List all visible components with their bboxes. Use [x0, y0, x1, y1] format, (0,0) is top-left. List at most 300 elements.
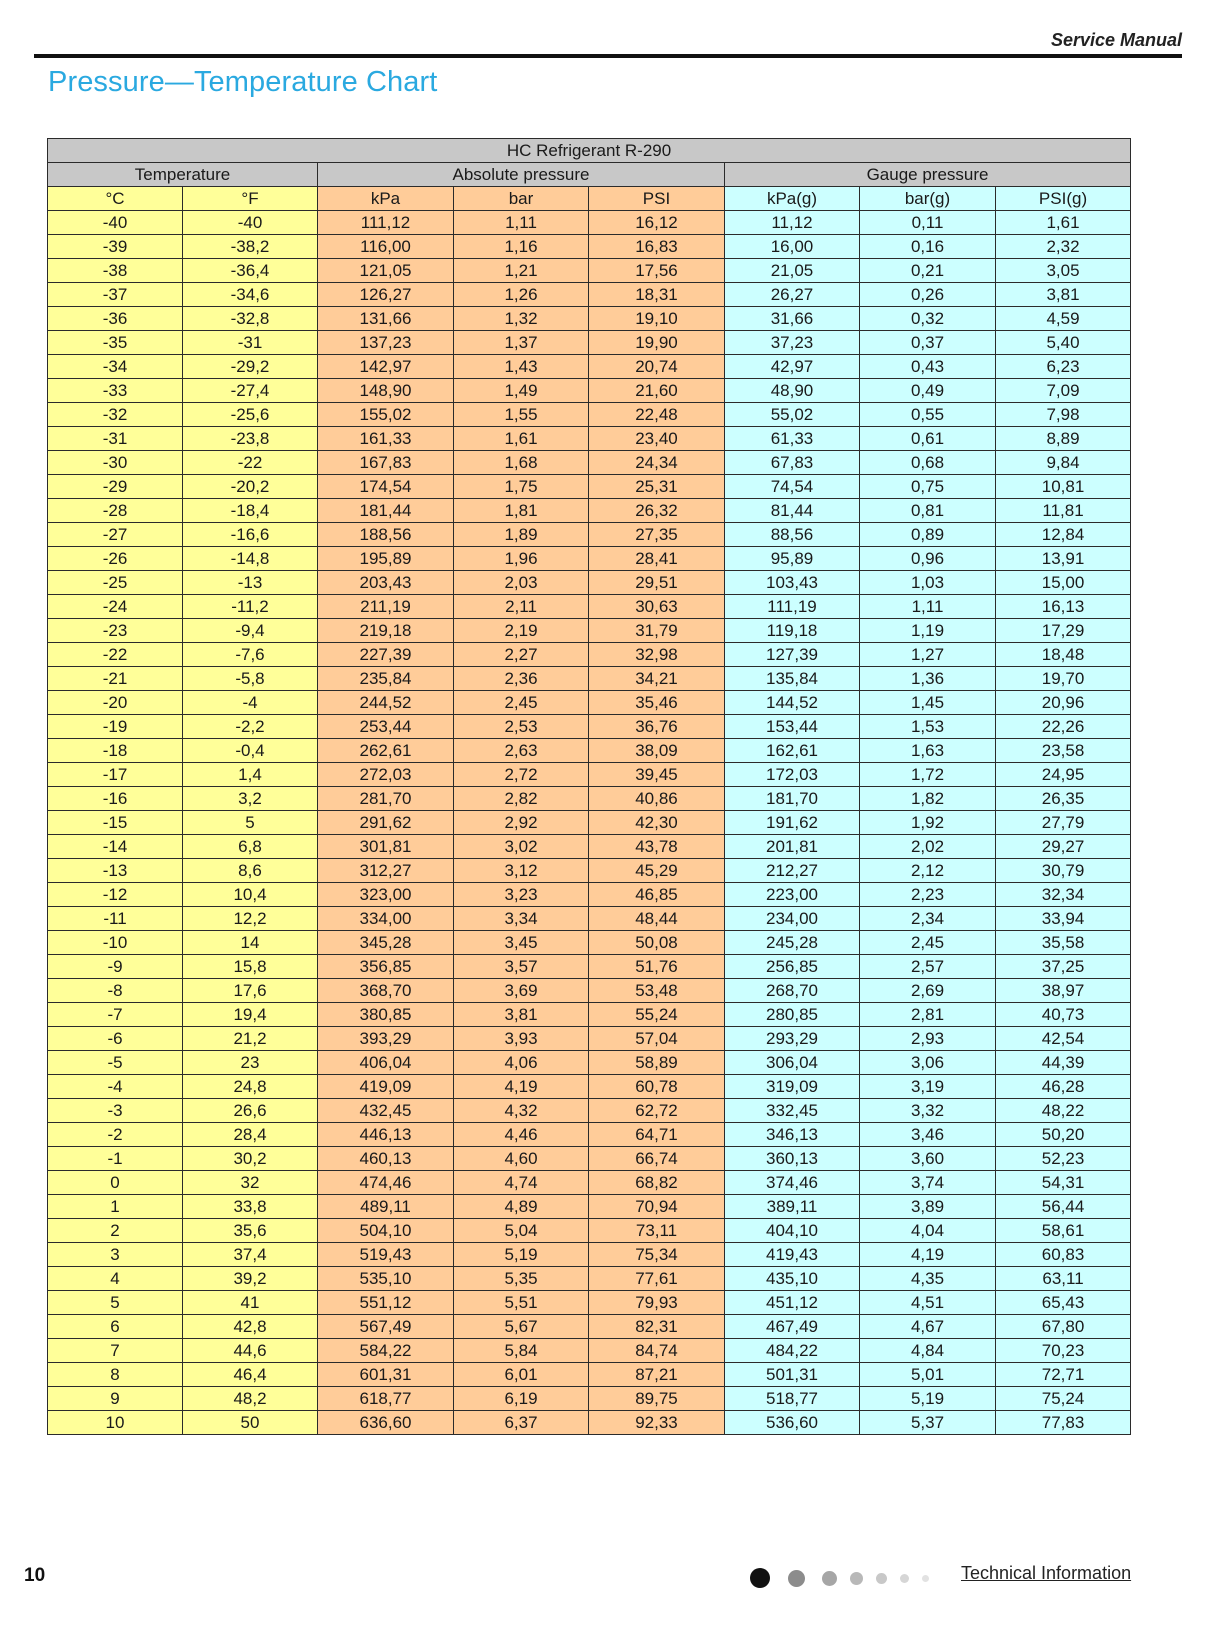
cell-psi: 87,21 [589, 1363, 725, 1387]
cell-fahrenheit: 15,8 [183, 955, 318, 979]
cell-kpa-gauge: 293,29 [725, 1027, 860, 1051]
cell-celsius: -2 [48, 1123, 183, 1147]
cell-celsius: -7 [48, 1003, 183, 1027]
column-header-kpa-gauge: kPa(g) [725, 187, 860, 211]
cell-kpa-gauge: 172,03 [725, 763, 860, 787]
cell-kpa: 345,28 [318, 931, 454, 955]
cell-fahrenheit: -13 [183, 571, 318, 595]
cell-bar-gauge: 2,34 [860, 907, 996, 931]
cell-psi-gauge: 54,31 [996, 1171, 1131, 1195]
cell-psi-gauge: 63,11 [996, 1267, 1131, 1291]
cell-psi-gauge: 5,40 [996, 331, 1131, 355]
cell-fahrenheit: -27,4 [183, 379, 318, 403]
cell-bar: 2,92 [454, 811, 589, 835]
cell-psi-gauge: 42,54 [996, 1027, 1131, 1051]
bullet-dot-icon [922, 1575, 929, 1582]
bullet-dot-icon [900, 1574, 909, 1583]
table-row [48, 475, 1131, 499]
table-row [48, 1195, 1131, 1219]
cell-kpa-gauge: 467,49 [725, 1315, 860, 1339]
cell-kpa-gauge: 144,52 [725, 691, 860, 715]
cell-kpa-gauge: 153,44 [725, 715, 860, 739]
cell-psi-gauge: 24,95 [996, 763, 1131, 787]
cell-kpa-gauge: 37,23 [725, 331, 860, 355]
cell-fahrenheit: 41 [183, 1291, 318, 1315]
table-row [48, 379, 1131, 403]
cell-bar-gauge: 4,19 [860, 1243, 996, 1267]
cell-celsius: -8 [48, 979, 183, 1003]
table-row [48, 907, 1131, 931]
cell-bar-gauge: 2,93 [860, 1027, 996, 1051]
cell-kpa: 148,90 [318, 379, 454, 403]
cell-bar-gauge: 3,46 [860, 1123, 996, 1147]
table-row [48, 1027, 1131, 1051]
cell-fahrenheit: 48,2 [183, 1387, 318, 1411]
cell-bar: 2,03 [454, 571, 589, 595]
cell-celsius: 1 [48, 1195, 183, 1219]
cell-celsius: -33 [48, 379, 183, 403]
cell-kpa: 312,27 [318, 859, 454, 883]
cell-kpa-gauge: 360,13 [725, 1147, 860, 1171]
cell-fahrenheit: -2,2 [183, 715, 318, 739]
cell-kpa-gauge: 518,77 [725, 1387, 860, 1411]
cell-kpa-gauge: 61,33 [725, 427, 860, 451]
cell-bar-gauge: 0,96 [860, 547, 996, 571]
cell-bar: 3,34 [454, 907, 589, 931]
cell-celsius: -28 [48, 499, 183, 523]
cell-fahrenheit: 17,6 [183, 979, 318, 1003]
cell-kpa: 334,00 [318, 907, 454, 931]
cell-kpa-gauge: 16,00 [725, 235, 860, 259]
cell-kpa: 181,44 [318, 499, 454, 523]
cell-fahrenheit: 42,8 [183, 1315, 318, 1339]
table-row [48, 931, 1131, 955]
cell-kpa-gauge: 26,27 [725, 283, 860, 307]
cell-psi: 20,74 [589, 355, 725, 379]
cell-bar: 5,19 [454, 1243, 589, 1267]
cell-psi: 22,48 [589, 403, 725, 427]
page-title: Pressure—Temperature Chart [48, 66, 438, 98]
cell-bar: 2,53 [454, 715, 589, 739]
cell-psi: 28,41 [589, 547, 725, 571]
table-row [48, 883, 1131, 907]
cell-psi: 19,90 [589, 331, 725, 355]
table-row [48, 259, 1131, 283]
cell-bar-gauge: 1,36 [860, 667, 996, 691]
cell-bar: 1,26 [454, 283, 589, 307]
cell-kpa: 272,03 [318, 763, 454, 787]
cell-kpa-gauge: 95,89 [725, 547, 860, 571]
table-row [48, 211, 1131, 235]
cell-bar: 1,55 [454, 403, 589, 427]
column-header-psi: PSI [589, 187, 725, 211]
cell-bar-gauge: 0,89 [860, 523, 996, 547]
cell-bar-gauge: 4,35 [860, 1267, 996, 1291]
page-number: 10 [24, 1565, 46, 1586]
cell-psi: 32,98 [589, 643, 725, 667]
cell-kpa: 474,46 [318, 1171, 454, 1195]
cell-bar-gauge: 1,72 [860, 763, 996, 787]
cell-psi-gauge: 52,23 [996, 1147, 1131, 1171]
cell-bar-gauge: 1,27 [860, 643, 996, 667]
cell-bar-gauge: 1,82 [860, 787, 996, 811]
cell-psi: 58,89 [589, 1051, 725, 1075]
cell-fahrenheit: 30,2 [183, 1147, 318, 1171]
cell-psi: 17,56 [589, 259, 725, 283]
cell-psi-gauge: 26,35 [996, 787, 1131, 811]
cell-kpa-gauge: 280,85 [725, 1003, 860, 1027]
cell-kpa: 137,23 [318, 331, 454, 355]
cell-bar: 6,37 [454, 1411, 589, 1435]
cell-bar-gauge: 4,04 [860, 1219, 996, 1243]
cell-kpa-gauge: 501,31 [725, 1363, 860, 1387]
cell-celsius: -39 [48, 235, 183, 259]
cell-kpa-gauge: 256,85 [725, 955, 860, 979]
cell-kpa: 142,97 [318, 355, 454, 379]
header-divider [34, 54, 1182, 58]
cell-bar: 5,04 [454, 1219, 589, 1243]
table-row [48, 1147, 1131, 1171]
cell-kpa: 235,84 [318, 667, 454, 691]
cell-bar-gauge: 4,67 [860, 1315, 996, 1339]
cell-psi: 27,35 [589, 523, 725, 547]
cell-fahrenheit: -20,2 [183, 475, 318, 499]
cell-psi-gauge: 7,98 [996, 403, 1131, 427]
cell-celsius: 6 [48, 1315, 183, 1339]
cell-bar-gauge: 3,32 [860, 1099, 996, 1123]
cell-celsius: -9 [48, 955, 183, 979]
cell-celsius: -23 [48, 619, 183, 643]
cell-psi: 64,71 [589, 1123, 725, 1147]
cell-kpa-gauge: 389,11 [725, 1195, 860, 1219]
cell-kpa: 203,43 [318, 571, 454, 595]
cell-fahrenheit: 35,6 [183, 1219, 318, 1243]
cell-celsius: -6 [48, 1027, 183, 1051]
cell-bar: 3,69 [454, 979, 589, 1003]
cell-fahrenheit: -14,8 [183, 547, 318, 571]
cell-psi: 53,48 [589, 979, 725, 1003]
table-title: HC Refrigerant R-290 [48, 139, 1131, 163]
cell-bar-gauge: 0,16 [860, 235, 996, 259]
cell-bar-gauge: 2,57 [860, 955, 996, 979]
cell-bar-gauge: 0,37 [860, 331, 996, 355]
cell-bar-gauge: 2,69 [860, 979, 996, 1003]
cell-psi: 18,31 [589, 283, 725, 307]
cell-bar: 4,60 [454, 1147, 589, 1171]
cell-celsius: -40 [48, 211, 183, 235]
cell-psi-gauge: 11,81 [996, 499, 1131, 523]
cell-fahrenheit: 44,6 [183, 1339, 318, 1363]
cell-psi: 79,93 [589, 1291, 725, 1315]
cell-celsius: -5 [48, 1051, 183, 1075]
cell-bar-gauge: 3,19 [860, 1075, 996, 1099]
cell-bar: 1,37 [454, 331, 589, 355]
cell-psi-gauge: 44,39 [996, 1051, 1131, 1075]
cell-celsius: -38 [48, 259, 183, 283]
cell-kpa: 188,56 [318, 523, 454, 547]
cell-fahrenheit: 33,8 [183, 1195, 318, 1219]
group-header-temperature: Temperature [48, 163, 318, 187]
cell-kpa: 219,18 [318, 619, 454, 643]
cell-celsius: -34 [48, 355, 183, 379]
table-row [48, 571, 1131, 595]
cell-bar-gauge: 2,12 [860, 859, 996, 883]
cell-kpa-gauge: 135,84 [725, 667, 860, 691]
cell-bar-gauge: 1,45 [860, 691, 996, 715]
cell-psi-gauge: 33,94 [996, 907, 1131, 931]
cell-psi-gauge: 6,23 [996, 355, 1131, 379]
cell-bar: 6,01 [454, 1363, 589, 1387]
cell-celsius: -24 [48, 595, 183, 619]
cell-psi: 82,31 [589, 1315, 725, 1339]
cell-bar: 3,45 [454, 931, 589, 955]
cell-psi-gauge: 18,48 [996, 643, 1131, 667]
cell-celsius: -36 [48, 307, 183, 331]
cell-celsius: -25 [48, 571, 183, 595]
cell-fahrenheit: -7,6 [183, 643, 318, 667]
cell-celsius: 3 [48, 1243, 183, 1267]
cell-celsius: -3 [48, 1099, 183, 1123]
cell-kpa: 155,02 [318, 403, 454, 427]
bullet-dot-icon [850, 1572, 863, 1585]
cell-kpa-gauge: 119,18 [725, 619, 860, 643]
cell-psi: 70,94 [589, 1195, 725, 1219]
cell-fahrenheit: 37,4 [183, 1243, 318, 1267]
cell-fahrenheit: 12,2 [183, 907, 318, 931]
cell-kpa: 460,13 [318, 1147, 454, 1171]
cell-kpa: 601,31 [318, 1363, 454, 1387]
cell-psi: 84,74 [589, 1339, 725, 1363]
cell-psi: 26,32 [589, 499, 725, 523]
cell-bar-gauge: 4,51 [860, 1291, 996, 1315]
cell-kpa-gauge: 319,09 [725, 1075, 860, 1099]
cell-kpa: 253,44 [318, 715, 454, 739]
cell-bar: 4,46 [454, 1123, 589, 1147]
cell-fahrenheit: 5 [183, 811, 318, 835]
cell-psi-gauge: 30,79 [996, 859, 1131, 883]
technical-information-link[interactable]: Technical Information [961, 1563, 1132, 1583]
cell-kpa-gauge: 245,28 [725, 931, 860, 955]
cell-fahrenheit: -9,4 [183, 619, 318, 643]
table-row [48, 667, 1131, 691]
cell-psi: 29,51 [589, 571, 725, 595]
table-row [48, 451, 1131, 475]
cell-kpa-gauge: 201,81 [725, 835, 860, 859]
cell-celsius: -16 [48, 787, 183, 811]
cell-bar-gauge: 1,63 [860, 739, 996, 763]
table-row [48, 1003, 1131, 1027]
cell-fahrenheit: 10,4 [183, 883, 318, 907]
cell-kpa: 131,66 [318, 307, 454, 331]
table-row [48, 547, 1131, 571]
table-row [48, 1051, 1131, 1075]
cell-fahrenheit: -18,4 [183, 499, 318, 523]
table-row [48, 523, 1131, 547]
table-row [48, 763, 1131, 787]
cell-psi-gauge: 70,23 [996, 1339, 1131, 1363]
column-header-bar: bar [454, 187, 589, 211]
cell-psi-gauge: 46,28 [996, 1075, 1131, 1099]
group-header-absolute: Absolute pressure [318, 163, 725, 187]
cell-bar: 4,06 [454, 1051, 589, 1075]
cell-fahrenheit: -11,2 [183, 595, 318, 619]
cell-kpa: 489,11 [318, 1195, 454, 1219]
cell-bar-gauge: 0,61 [860, 427, 996, 451]
cell-psi: 77,61 [589, 1267, 725, 1291]
cell-bar-gauge: 1,03 [860, 571, 996, 595]
table-row [48, 1339, 1131, 1363]
cell-fahrenheit: -4 [183, 691, 318, 715]
cell-psi-gauge: 15,00 [996, 571, 1131, 595]
cell-psi-gauge: 38,97 [996, 979, 1131, 1003]
cell-kpa: 195,89 [318, 547, 454, 571]
cell-psi: 92,33 [589, 1411, 725, 1435]
cell-kpa-gauge: 48,90 [725, 379, 860, 403]
cell-psi: 46,85 [589, 883, 725, 907]
table-body [48, 211, 1131, 1435]
decorative-dots [750, 1566, 950, 1590]
cell-bar: 2,11 [454, 595, 589, 619]
cell-bar-gauge: 0,26 [860, 283, 996, 307]
cell-kpa: 567,49 [318, 1315, 454, 1339]
cell-kpa-gauge: 103,43 [725, 571, 860, 595]
cell-kpa-gauge: 332,45 [725, 1099, 860, 1123]
cell-kpa-gauge: 212,27 [725, 859, 860, 883]
cell-celsius: 8 [48, 1363, 183, 1387]
cell-psi: 19,10 [589, 307, 725, 331]
cell-bar-gauge: 2,45 [860, 931, 996, 955]
cell-fahrenheit: 6,8 [183, 835, 318, 859]
cell-bar: 3,57 [454, 955, 589, 979]
cell-fahrenheit: 23 [183, 1051, 318, 1075]
cell-bar-gauge: 0,68 [860, 451, 996, 475]
bullet-dot-icon [822, 1571, 837, 1586]
cell-psi: 55,24 [589, 1003, 725, 1027]
cell-psi: 16,12 [589, 211, 725, 235]
cell-kpa: 262,61 [318, 739, 454, 763]
cell-kpa: 504,10 [318, 1219, 454, 1243]
cell-kpa-gauge: 127,39 [725, 643, 860, 667]
cell-psi-gauge: 56,44 [996, 1195, 1131, 1219]
cell-psi-gauge: 17,29 [996, 619, 1131, 643]
cell-celsius: -14 [48, 835, 183, 859]
cell-kpa-gauge: 268,70 [725, 979, 860, 1003]
cell-bar: 1,49 [454, 379, 589, 403]
cell-psi: 35,46 [589, 691, 725, 715]
cell-psi: 66,74 [589, 1147, 725, 1171]
cell-kpa-gauge: 162,61 [725, 739, 860, 763]
cell-bar: 1,96 [454, 547, 589, 571]
cell-psi: 40,86 [589, 787, 725, 811]
cell-bar: 2,36 [454, 667, 589, 691]
cell-celsius: -13 [48, 859, 183, 883]
cell-bar-gauge: 0,21 [860, 259, 996, 283]
cell-psi: 25,31 [589, 475, 725, 499]
cell-bar-gauge: 1,92 [860, 811, 996, 835]
cell-kpa-gauge: 42,97 [725, 355, 860, 379]
cell-bar-gauge: 3,60 [860, 1147, 996, 1171]
cell-kpa-gauge: 223,00 [725, 883, 860, 907]
cell-psi-gauge: 7,09 [996, 379, 1131, 403]
cell-kpa-gauge: 419,43 [725, 1243, 860, 1267]
cell-kpa: 301,81 [318, 835, 454, 859]
table-row [48, 715, 1131, 739]
cell-kpa-gauge: 11,12 [725, 211, 860, 235]
cell-bar-gauge: 5,37 [860, 1411, 996, 1435]
cell-bar: 1,21 [454, 259, 589, 283]
cell-kpa-gauge: 88,56 [725, 523, 860, 547]
cell-psi: 39,45 [589, 763, 725, 787]
cell-kpa: 519,43 [318, 1243, 454, 1267]
cell-bar-gauge: 0,32 [860, 307, 996, 331]
cell-kpa: 281,70 [318, 787, 454, 811]
cell-celsius: 5 [48, 1291, 183, 1315]
cell-kpa: 368,70 [318, 979, 454, 1003]
cell-psi-gauge: 27,79 [996, 811, 1131, 835]
cell-kpa-gauge: 404,10 [725, 1219, 860, 1243]
cell-celsius: -12 [48, 883, 183, 907]
cell-psi-gauge: 12,84 [996, 523, 1131, 547]
table-row [48, 691, 1131, 715]
cell-bar-gauge: 2,23 [860, 883, 996, 907]
cell-psi-gauge: 23,58 [996, 739, 1131, 763]
table-row [48, 427, 1131, 451]
cell-psi: 73,11 [589, 1219, 725, 1243]
cell-kpa: 211,19 [318, 595, 454, 619]
cell-kpa-gauge: 55,02 [725, 403, 860, 427]
cell-fahrenheit: 28,4 [183, 1123, 318, 1147]
cell-psi: 42,30 [589, 811, 725, 835]
cell-celsius: -35 [48, 331, 183, 355]
cell-fahrenheit: 3,2 [183, 787, 318, 811]
cell-fahrenheit: -29,2 [183, 355, 318, 379]
cell-bar: 1,81 [454, 499, 589, 523]
cell-bar: 3,23 [454, 883, 589, 907]
cell-psi-gauge: 8,89 [996, 427, 1131, 451]
cell-psi: 23,40 [589, 427, 725, 451]
table-row [48, 1411, 1131, 1435]
cell-fahrenheit: -40 [183, 211, 318, 235]
cell-psi: 30,63 [589, 595, 725, 619]
cell-bar: 3,93 [454, 1027, 589, 1051]
cell-bar-gauge: 5,01 [860, 1363, 996, 1387]
cell-fahrenheit: 8,6 [183, 859, 318, 883]
cell-kpa: 535,10 [318, 1267, 454, 1291]
cell-bar: 5,84 [454, 1339, 589, 1363]
cell-fahrenheit: -5,8 [183, 667, 318, 691]
cell-fahrenheit: 14 [183, 931, 318, 955]
cell-psi-gauge: 35,58 [996, 931, 1131, 955]
cell-kpa: 618,77 [318, 1387, 454, 1411]
cell-kpa-gauge: 346,13 [725, 1123, 860, 1147]
cell-bar: 5,51 [454, 1291, 589, 1315]
cell-psi-gauge: 40,73 [996, 1003, 1131, 1027]
table-row [48, 595, 1131, 619]
cell-kpa: 174,54 [318, 475, 454, 499]
cell-kpa-gauge: 536,60 [725, 1411, 860, 1435]
cell-psi-gauge: 48,22 [996, 1099, 1131, 1123]
cell-fahrenheit: -16,6 [183, 523, 318, 547]
table-row [48, 1075, 1131, 1099]
cell-kpa-gauge: 435,10 [725, 1267, 860, 1291]
cell-celsius: -21 [48, 667, 183, 691]
cell-psi-gauge: 37,25 [996, 955, 1131, 979]
table-row [48, 979, 1131, 1003]
cell-celsius: -1 [48, 1147, 183, 1171]
cell-bar: 1,68 [454, 451, 589, 475]
cell-psi-gauge: 58,61 [996, 1219, 1131, 1243]
cell-celsius: 2 [48, 1219, 183, 1243]
